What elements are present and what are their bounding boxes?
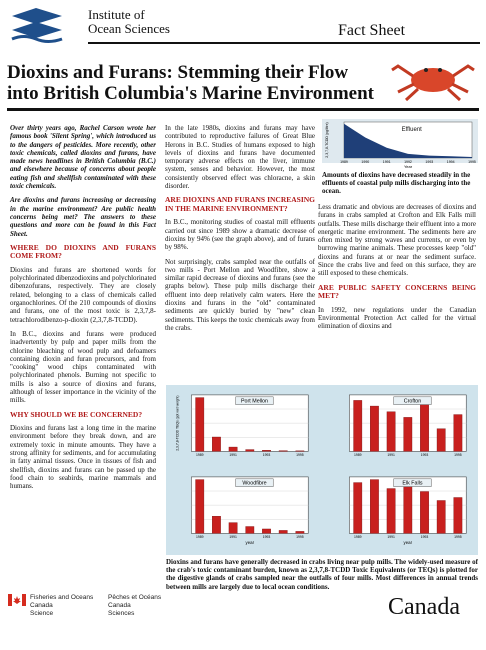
x-axis-label: year	[245, 540, 255, 546]
bar	[387, 489, 395, 534]
institute-logo-icon	[10, 6, 64, 46]
bar	[279, 530, 287, 533]
tick-label: 1993	[262, 535, 271, 540]
bar	[262, 450, 270, 451]
tick-label: 1993	[425, 160, 434, 164]
tick-label: 1991	[382, 160, 391, 164]
footer	[0, 592, 486, 650]
paragraph: In 1992, new regulations under the Canadian Environmental Protection Act called for the virtual elimination of dioxins and	[318, 305, 476, 331]
paragraph: Dioxins and furans last a long time in the marine environment before they break down, and are extremely toxic in minute amounts. They have a strong affinity for sediments, and for accumulating in fatty animal tissues. Once in tissues of fish and shellfish, dioxins and furans can be passed up the food chain to seabirds, marine mammals and humans.	[10, 424, 156, 491]
title-line-1: Dioxins and Furans: Stemming their Flow	[7, 62, 349, 83]
heading-increasing: ARE DIOXINS AND FURANS INCREASING IN THE MARINE ENVIRONMENT?	[165, 195, 315, 213]
tick-label: 1989	[195, 453, 204, 458]
tick-label: 1995	[296, 453, 304, 458]
tick-label: 1993	[262, 453, 271, 458]
tick-label: 1989	[353, 453, 362, 458]
tick-label: 1989	[353, 535, 362, 540]
crab-chart-1	[328, 391, 474, 465]
bar	[404, 486, 412, 534]
bar	[196, 398, 204, 452]
crab-chart-3	[328, 473, 474, 547]
tick-label: 1992	[404, 160, 412, 164]
bar	[196, 480, 204, 534]
bar	[296, 451, 304, 452]
page-title	[7, 62, 407, 104]
crab-illustration-icon	[388, 54, 478, 102]
bar	[229, 523, 237, 534]
paragraph: Not surprisingly, crabs sampled near the outfalls of two mills - Port Mellon and Woodfibre, show a similar rapid decrease of dioxins and furans (see the graphs below). These pulp mills discharge their effluent into deep relatively calm waters. Here the dioxins and furans in the "old" contaminated sediments are quickly buried by "new" clean sediments. This keeps the toxic chemicals away from the crabs.	[165, 257, 315, 332]
bar	[354, 400, 362, 451]
heading-sources: WHERE DO DIOXINS AND FURANS COME FROM?	[10, 242, 156, 261]
bar	[246, 450, 254, 452]
dept-french	[108, 594, 161, 618]
dept-fr-1: Pêches et Océans	[108, 594, 162, 601]
paragraph: Less dramatic and obvious are decreases of dioxins and furans in crabs sampled at Crofton and Elk Falls mill outfalls. These mills discharge their effluent into a more energetic marine environment. The sediments here are often mixed by strong waves and currents, or even by burrowing marine animals. These processes keep "old" dioxins and furans at or near the sediment surface. Since the crabs live and feed on this surface, they are still exposed to these chemicals.	[318, 203, 476, 278]
tick-label: 1991	[387, 453, 395, 458]
tick-label: 1989	[195, 535, 204, 540]
bar	[354, 483, 362, 534]
crab-chart-0	[170, 391, 316, 465]
chart-title: Port Mellon	[240, 398, 269, 405]
bar	[454, 415, 462, 452]
heading-concern: WHY SHOULD WE BE CONCERNED?	[10, 409, 143, 419]
tick-label: 1995	[454, 535, 462, 540]
bar	[246, 527, 254, 534]
title-line-2: into British Columbia's Marine Environment	[7, 83, 375, 104]
bar	[404, 417, 412, 451]
bar	[296, 531, 304, 533]
bar	[437, 429, 445, 452]
intro-paragraph: Over thirty years ago, Rachel Carson wrote her famous book 'Silent Spring', which introduced us to the dangers of pesticides. More recently, other toxic chemicals, called dioxins and furans, have made news headlines in British Columbia (B.C.) and elsewhere because of concerns about people eating fish and shellfish contaminated with these toxic chemicals.	[10, 124, 156, 191]
header	[0, 0, 486, 55]
bar	[437, 501, 445, 534]
bar	[370, 480, 378, 534]
header-rule	[88, 42, 480, 44]
tick-label: 1993	[420, 453, 429, 458]
y-axis-label: 2,3,7,8-TCDD (pg/litre)	[325, 122, 329, 158]
paragraph: In B.C., monitoring studies of coastal mill effluents carried out since 1989 show a dramatic decrease of dioxins by 94% (see the graph above), and of furans by 98%.	[165, 218, 315, 252]
bar	[420, 398, 428, 452]
crab-charts-panel	[166, 385, 478, 555]
bar	[387, 412, 395, 452]
paragraph: In the late 1980s, dioxins and furans may have contributed to reproductive failures of Great Blue Herons in B.C. Studies of humans exposed to high levels of dioxins and furans have documented temporary adverse effects on the liver, immune system, senses and behavior. However, the most consistently observed effect was chloracne, a skin disorder.	[165, 124, 315, 191]
crab-charts-caption: Dioxins and furans have generally decreased in crabs living near pulp mills. The widely-used measure of the crab's toxic contaminant burden, known as 2,3,7,8-TCDD Toxic Equivalents (or TEQs) is plotted for the digestive glands of crabs sampled near the outfalls of four mills. Most differences in annual trends between mills are largely due to local ocean conditions.	[166, 558, 478, 591]
column-2	[165, 124, 315, 338]
chart-title: Woodfibre	[242, 480, 267, 487]
tick-label: 1995	[296, 535, 304, 540]
effluent-label: Effluent	[401, 127, 422, 133]
institute-name	[88, 8, 170, 36]
tick-label: 1989	[340, 160, 348, 164]
bar	[212, 437, 220, 451]
tick-label: 1995	[454, 453, 462, 458]
bar	[420, 492, 428, 534]
dept-english	[30, 594, 93, 618]
dept-fr-2: Canada	[108, 602, 131, 609]
bar	[262, 529, 270, 533]
column-3	[318, 203, 476, 337]
institute-line-2: Ocean Sciences	[88, 21, 170, 36]
bar	[279, 451, 287, 452]
institute-line-1: Institute of	[88, 7, 145, 22]
y-axis-label: 2,3,7,8-TCDD TEQs (ppt wet weight)	[175, 395, 180, 451]
dept-fr-3: Sciences	[108, 610, 135, 617]
chart-title: Elk Falls	[402, 480, 423, 487]
heading-safety: ARE PUBLIC SAFETY CONCERNS BEING MET?	[318, 282, 476, 301]
canada-wordmark: Canada	[388, 594, 460, 620]
intro-questions: Are dioxins and furans increasing or decreasing in the marine environment? Are public health concerns being met? The answers to these questions and more can be found in this Fact Sheet.	[10, 196, 156, 238]
canada-flag-icon	[8, 594, 26, 606]
x-axis-label: year	[403, 540, 413, 546]
doc-type: Fact Sheet	[338, 22, 406, 39]
tick-label: 1990	[361, 160, 370, 164]
dept-en-2: Canada	[30, 602, 53, 609]
dept-en-3: Science	[30, 610, 54, 617]
tick-label: 1994	[446, 160, 455, 164]
x-axis-label: Year	[403, 164, 413, 169]
bar	[370, 406, 378, 451]
crab-chart-2	[170, 473, 316, 547]
paragraph: Dioxins and furans are shortened words for polychlorinated dibenzodioxins and polychlorinated dibenzofurans, respectively. They are closely related, belonging to a class of chemicals called organochlorines. Of the 210 compounds of dioxins and furans, one of the most toxic is 2,3,7,8-tetrachlorodibenzo-p-dioxin (2,3,7,8-TCDD).	[10, 265, 156, 324]
tick-label: 1991	[229, 535, 237, 540]
tick-label: 1993	[420, 535, 429, 540]
bar	[454, 498, 462, 534]
title-rule	[7, 108, 479, 111]
tick-label: 1991	[387, 535, 395, 540]
bar	[212, 516, 220, 533]
tick-label: 1991	[229, 453, 237, 458]
chart-title: Crofton	[403, 398, 422, 405]
effluent-caption: Amounts of dioxins have decreased steadily in the effluents of coastal pulp mills discharging into the ocean.	[322, 171, 471, 195]
paragraph: In B.C., dioxins and furans were produced inadvertently by pulp and paper mills from the chlorine bleaching of wood pulp and defoamers containing dioxin and furan precursors, and from "cooking" wood chips contaminated with polychlorinated phenols. Burning not specific to mills is also a source of dioxins and furans, although of lesser importance in the vicinity of the mills.	[10, 329, 156, 405]
column-1	[10, 124, 156, 496]
bar	[229, 447, 237, 451]
tick-label: 1995	[468, 160, 476, 164]
dept-en-1: Fisheries and Oceans	[30, 594, 94, 601]
